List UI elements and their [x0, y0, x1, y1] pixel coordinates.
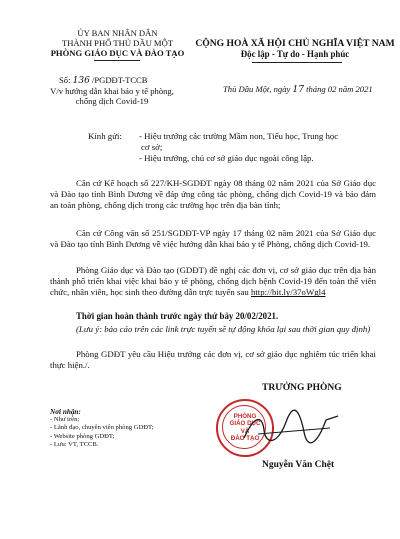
paragraph-3-text: Phòng Giáo dục và Đào tạo (GDĐT) đề nghị các đơn vị, cơ sở giáo dục trên địa bàn thành phố triển khai việc khai báo y tế phòng, chống dịch bệnh Covid-19 đến toàn thể viên chức, nhân viên, học sinh theo đường dẫn trực tuyến sau — [50, 265, 376, 298]
seal-line-1: PHÒNG — [233, 413, 257, 420]
distribution-item: - Lãnh đạo, chuyên viên phòng GDĐT; — [50, 424, 154, 432]
issuer-line-2: THÀNH PHỐ THỦ DẦU MỘT — [61, 38, 174, 48]
recipients-label: Kính gửi: — [88, 131, 122, 141]
doc-number-suffix: /PGDĐT-TCCB — [91, 75, 148, 85]
handwritten-signature — [238, 408, 348, 450]
distribution-title: Nơi nhận: — [50, 408, 81, 416]
issuer-line-3: PHÒNG GIÁO DỤC VÀ ĐÀO TẠO — [50, 48, 185, 58]
survey-link[interactable]: http://bit.ly/37oWgl4 — [250, 287, 326, 298]
subject — [22, 86, 202, 106]
doc-number-prefix: Số: — [59, 75, 71, 85]
doc-number — [59, 75, 209, 86]
recipient-item-1-line-1: - Hiệu trưởng các trường Mầm non, Tiểu học, Trung học — [139, 131, 339, 141]
doc-number-handwritten: 136 — [72, 76, 90, 86]
distribution-item: - Website phòng GDĐT; — [50, 432, 115, 440]
issuer-line-1: ỦY BAN NHÂN DÂN — [77, 28, 158, 38]
seal-line-2: GIÁO DỤC — [229, 420, 261, 428]
note: (Lưu ý: bảo cáo trên các link trực tuyến sẽ tự động khóa lại sau thời gian quy định) — [76, 324, 371, 334]
signer-name: Nguyễn Văn Chệt — [262, 460, 335, 470]
national-underline — [252, 62, 342, 63]
date-prefix: Thủ Dầu Một, ngày — [223, 84, 291, 94]
issuer-underline — [94, 60, 140, 61]
national-motto-line-1: CỘNG HOÀ XÃ HỘI CHỦ NGHĨA VIỆT NAM — [195, 38, 395, 49]
recipient-item-2: - Hiệu trưởng, chủ cơ sở giáo dục ngoài công lập. — [139, 153, 314, 163]
distribution-item: - Lưu: VT, TCCB. — [50, 440, 99, 448]
subject-line-1: V/v hướng dẫn khai báo y tế phòng, — [50, 86, 174, 96]
distribution-list — [50, 408, 200, 449]
subject-line-2: chống dịch Covid-19 — [75, 96, 149, 106]
deadline: Thời gian hoàn thành trước ngày thứ bảy 20/02/2021. — [76, 311, 279, 321]
issuer-block — [35, 28, 200, 58]
paragraph-4: Phòng GDĐT yêu cầu Hiệu trưởng các đơn vị, cơ sở giáo dục nghiêm túc triển khai thực hiện./. — [50, 349, 376, 371]
recipients-list — [139, 131, 399, 164]
date-day-handwritten: 17 — [292, 85, 304, 95]
national-motto-line-2: Độc lập - Tự do - Hạnh phúc — [240, 49, 350, 59]
distribution-item: - Như trên; — [50, 416, 80, 424]
date-suffix: tháng 02 năm 2021 — [306, 84, 373, 94]
recipient-item-1-line-2: cơ sở; — [141, 142, 163, 152]
paragraph-3 — [50, 265, 376, 299]
paragraph-2: Căn cứ Công văn số 251/SGDĐT-VP ngày 17 tháng 02 năm 2021 của Sở Giáo dục và Đào tạo tỉnh Bình Dương về việc hướng dẫn khai báo y tế Phòng, chống dịch Covid-19. — [50, 228, 376, 250]
seal-line-3: VÀ — [240, 427, 250, 435]
signer-title: TRƯỞNG PHÒNG — [262, 383, 342, 393]
national-header — [195, 38, 395, 60]
seal-line-4: ĐÀO TẠO — [230, 435, 260, 443]
paragraph-1: Căn cứ Kế hoạch số 227/KH-SGDĐT ngày 08 tháng 02 năm 2021 của Sở Giáo dục và Đào tạo tỉnh Bình Dương về đáp ứng công tác phòng, chống dịch Covid-19 và bảo đảm an toàn phòng, chống dịch trong các trường học trên địa bàn tỉnh; — [50, 178, 376, 211]
date-line — [223, 84, 398, 95]
